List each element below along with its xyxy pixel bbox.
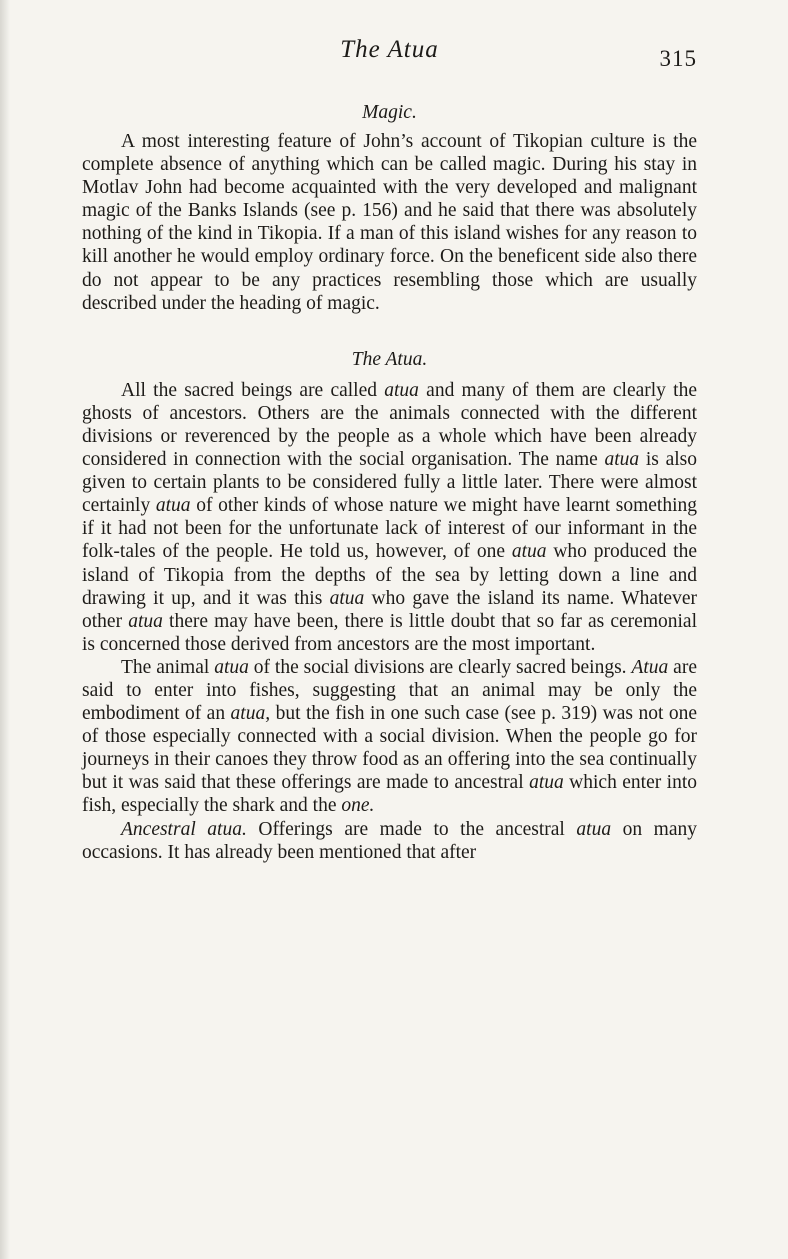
page-gutter-shadow xyxy=(0,0,10,1259)
running-head-title: The Atua xyxy=(340,36,439,63)
section-heading-magic: Magic. xyxy=(362,102,417,123)
paragraph-magic: A most interesting feature of John’s account of Tikopian culture is the complete absence of anything which can be called magic. During his stay in Motlav John had become acquainted with the very developed and malignant magic of the Banks Islands (see p. 156) and he said that there was absolutely nothing of the kind in Tikopia. If a man of this island wishes for any reason to kill another he would employ ordinary force. On the beneficent side also there do not appear to be any practices resembling those which are usually described under the heading of magic. xyxy=(82,131,697,314)
book-page xyxy=(82,36,697,864)
running-head xyxy=(82,36,697,80)
page-number: 315 xyxy=(659,46,697,71)
paragraph-atua-2: The animal atua of the social divisions are clearly sacred beings. Atua are said to enter into fishes, suggesting that an animal may be only the embodiment of an atua, but the fish in one such case (see p. 319) was not one of those especially connected with a social division. When the people go for journeys in their canoes they throw food as an offering into the sea continually but it was said that these offerings are made to ancestral atua which enter into fish, especially the shark and the one. xyxy=(82,656,698,817)
section-heading-atua: The Atua. xyxy=(351,348,428,370)
paragraph-atua-1: All the sacred beings are called atua and many of them are clearly the ghosts of ancestors. Others are the animals connected with the different divisions or reverenced by the people as a whole which have been already considered in connection with the social organisation. The name atua is also given to certain plants to be considered fully a little later. There were almost certainly atua of other kinds of whose nature we might have learnt something if it had not been for the unfortunate lack of interest of our informant in the folk-tales of the people. He told us, however, of one atua who produced the island of Tikopia from the depths of the sea by letting down a line and drawing it up, and it was this atua who gave the island its name. Whatever other atua there may have been, there is little doubt that so far as ceremonial is concerned those derived from ancestors are the most important. xyxy=(82,379,697,655)
paragraph-ancestral-atua: Ancestral atua. Offerings are made to the ancestral atua on many occasions. It has already been mentioned that after xyxy=(82,818,698,863)
